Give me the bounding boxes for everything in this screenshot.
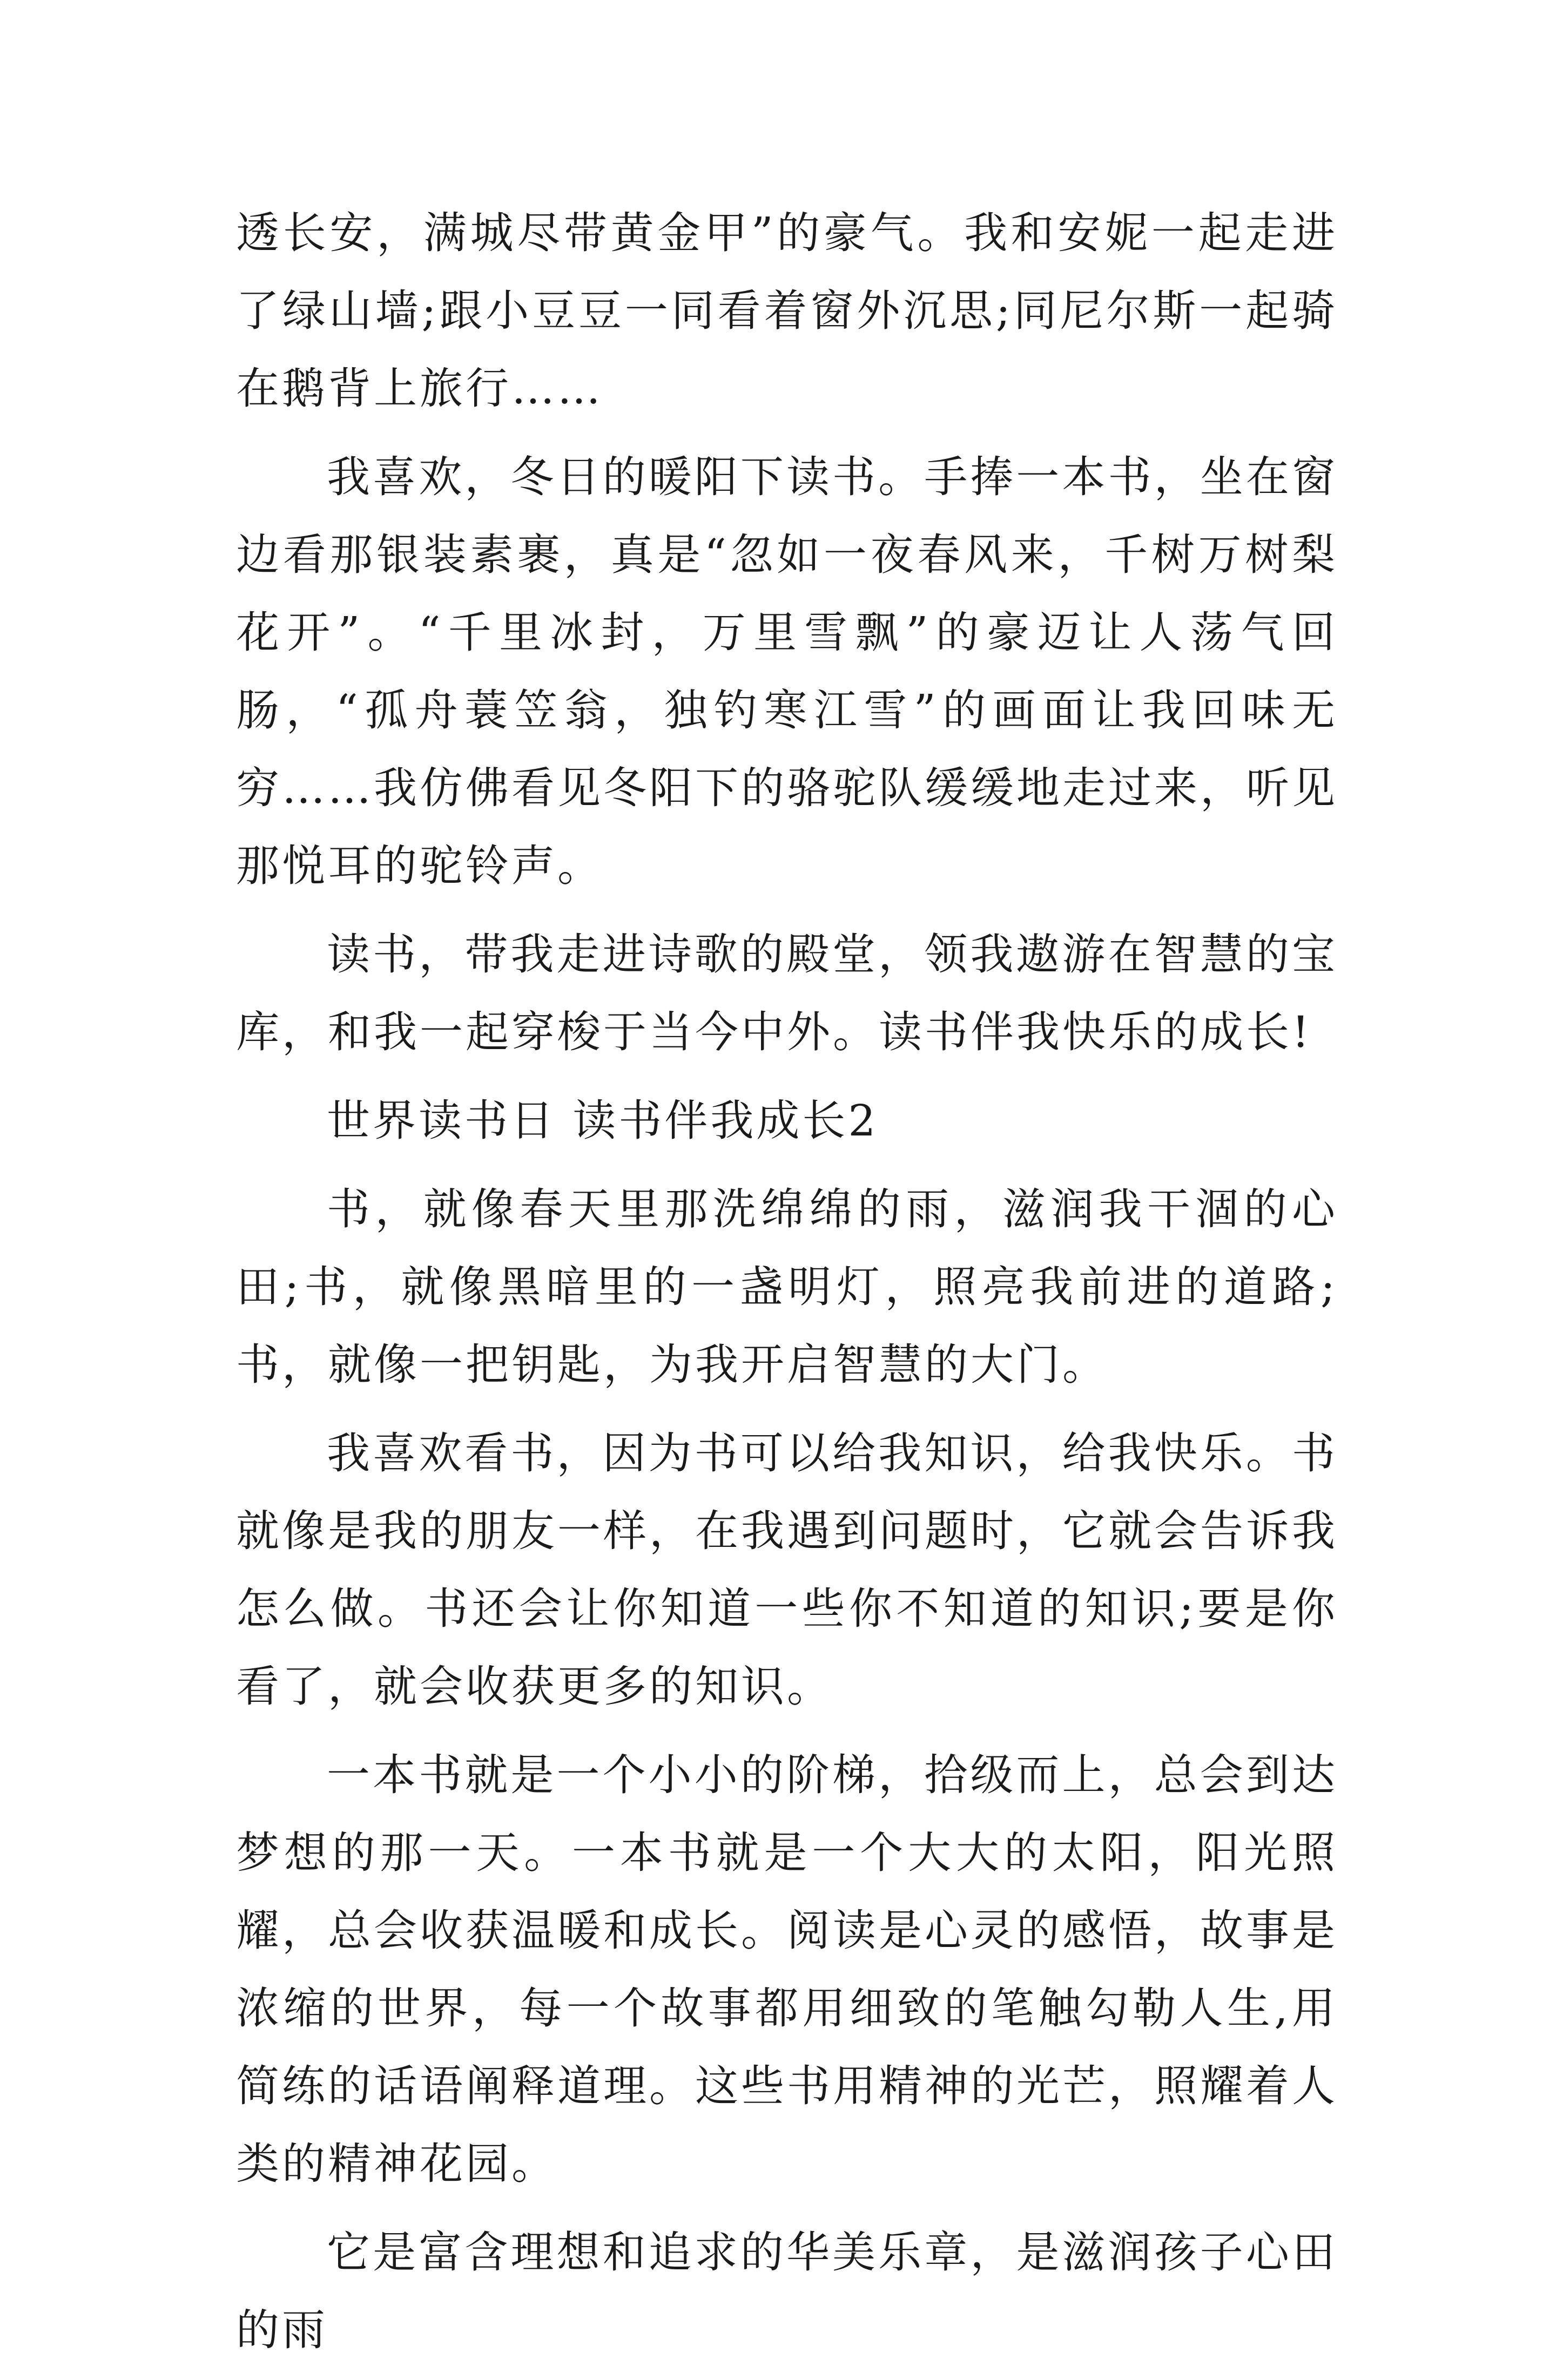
paragraph-4: 书，就像春天里那洗绵绵的雨，滋润我干涸的心田;书，就像黑暗里的一盏明灯，照亮我前进的道路;书，就像一把钥匙，为我开启智慧的大门。: [236, 1184, 1338, 1390]
paragraph-5: 我喜欢看书，因为书可以给我知识，给我快乐。书就像是我的朋友一样，在我遇到问题时，它就会告诉我怎么做。书还会让你知道一些你不知道的知识;要是你看了，就会收获更多的知识。: [236, 1428, 1338, 1712]
document-body: [236, 194, 1338, 2380]
paragraph-6: 一本书就是一个小小的阶梯，拾级而上，总会到达梦想的那一天。一本书就是一个大大的太阳，阳光照耀，总会收获温暖和成长。阅读是心灵的感悟，故事是浓缩的世界，每一个故事都用细致的笔触勾勒人生,用简练的话语阐释道理。这些书用精神的光芒，照耀着人类的精神花园。: [236, 1750, 1338, 2189]
section-heading: 世界读书日 读书伴我成长2: [327, 1096, 879, 1146]
paragraph-7: 它是富含理想和追求的华美乐章，是滋润孩子心田的雨: [236, 2227, 1338, 2355]
paragraph-1: 透长安，满城尽带黄金甲”的豪气。我和安妮一起走进了绿山墙;跟小豆豆一同看着窗外沉思;同尼尔斯一起骑在鹅背上旅行……: [236, 208, 1338, 414]
paragraph-2: 我喜欢，冬日的暖阳下读书。手捧一本书，坐在窗边看那银装素裹，真是“忽如一夜春风来，千树万树梨花开”。“千里冰封，万里雪飘”的豪迈让人荡气回肠，“孤舟蓑笠翁，独钓寒江雪”的画面让我回味无穷……我仿佛看见冬阳下的骆驼队缓缓地走过来，听见那悦耳的驼铃声。: [236, 452, 1338, 891]
paragraph-3: 读书，带我走进诗歌的殿堂，领我遨游在智慧的宝库，和我一起穿梭于当今中外。读书伴我快乐的成长!: [236, 929, 1338, 1057]
